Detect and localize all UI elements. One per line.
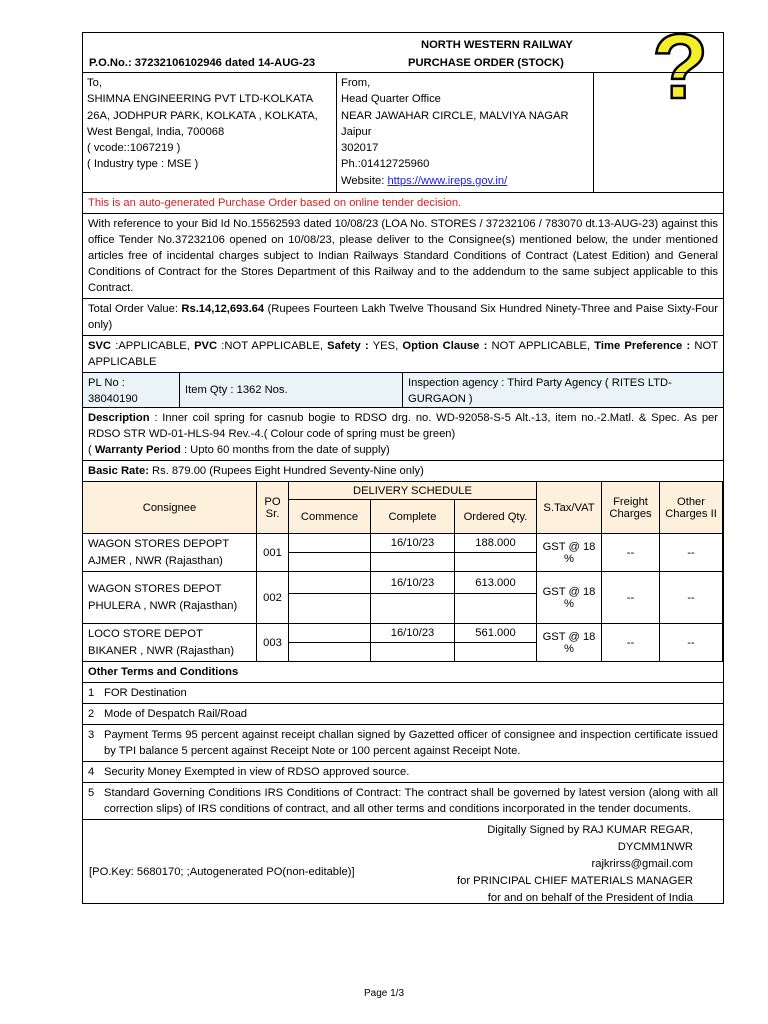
col-ordered: Ordered Qty. (455, 500, 537, 534)
to-line: SHIMNA ENGINEERING PVT LTD-KOLKATA (87, 93, 314, 106)
from-line: NEAR JAWAHAR CIRCLE, MALVIYA NAGAR (341, 109, 569, 122)
other-cell: -- (660, 572, 723, 624)
basic-rate-label: Basic Rate: (88, 465, 149, 477)
signature-block (83, 820, 723, 904)
term-number: 4 (88, 766, 95, 778)
term-text: FOR Destination (104, 687, 187, 699)
item-qty: Item Qty : 1362 Nos. (180, 373, 403, 407)
total-label: Total Order Value: (88, 303, 182, 315)
pl-number (83, 373, 180, 407)
total-words: (Rupees Fourteen Lakh Twelve Thousand Six Hundred Ninety-Three and Paise Sixty-Four only) (88, 303, 718, 331)
option-label: Option Clause : (402, 340, 488, 352)
term-item (83, 725, 723, 762)
safety-label: Safety : (327, 340, 369, 352)
pref-label: Time Preference : (594, 340, 691, 352)
po-type: PURCHASE ORDER (STOCK) (408, 57, 564, 69)
railway-name: NORTH WESTERN RAILWAY (421, 39, 573, 51)
empty-cell (371, 643, 455, 662)
commence-cell (289, 572, 371, 594)
delivery-schedule (83, 481, 723, 662)
table-row (83, 624, 723, 643)
term-number: 3 (88, 729, 95, 741)
signer-email: rajkrirss@gmail.com (591, 858, 693, 870)
term-text: Mode of Despatch Rail/Road (104, 708, 248, 720)
other-cell: -- (660, 534, 723, 572)
basic-rate-text: Rs. 879.00 (Rupees Eight Hundred Seventy-Nine only) (148, 465, 424, 477)
term-number: 2 (88, 708, 95, 720)
to-line: ( Industry type : MSE ) (87, 158, 199, 171)
term-item (83, 783, 723, 820)
website-label: Website: (341, 174, 388, 187)
sr-cell: 003 (257, 624, 289, 662)
description-label: Description (88, 412, 150, 424)
from-line: 302017 (341, 142, 379, 155)
header (83, 33, 723, 73)
commence-cell (289, 534, 371, 553)
signer-behalf: for and on behalf of the President of India (487, 892, 693, 904)
term-text: Standard Governing Conditions IRS Conditions of Contract: The contract shall be governed by latest version (along with all correction slips) of IRS conditions of contract, and all other terms and conditions incorporated in the tender documents. (104, 787, 718, 815)
freight-cell: -- (602, 624, 660, 662)
col-delivery-schedule: DELIVERY SCHEDULE (289, 482, 537, 500)
complete-cell: 16/10/23 (371, 624, 455, 643)
consignee-cell: WAGON STORES DEPOT PHULERA , NWR (Rajasthan) (83, 572, 257, 624)
empty-cell (455, 594, 537, 624)
pvc-value: :NOT APPLICABLE, (217, 340, 328, 352)
total-order-value (83, 299, 723, 336)
to-line: 26A, JODHPUR PARK, KOLKATA , KOLKATA, (87, 109, 318, 122)
term-number: 1 (88, 687, 95, 699)
signature-text (457, 822, 693, 907)
from-address (337, 73, 594, 192)
svg-text:?: ? (652, 20, 709, 110)
term-number: 5 (88, 787, 95, 799)
address-block (83, 73, 723, 193)
description-text: : Inner coil spring for casnub bogie to RDSO drg. no. WD-92058-S-5 Alt.-13, item no.-2.Matl. & Spec. As per RDSO STR WD-01-HLS-94 Rev.-4.( Colour code of spring must be green) (88, 412, 718, 440)
signed-by: Digitally Signed by RAJ KUMAR REGAR, (487, 824, 693, 836)
website-link[interactable]: https://www.ireps.gov.in/ (387, 174, 508, 187)
col-commence: Commence (289, 500, 371, 534)
website-line (341, 173, 589, 189)
to-line: West Bengal, India, 700068 (87, 125, 225, 138)
col-complete: Complete (371, 500, 455, 534)
svc-label: SVC (88, 340, 112, 352)
term-item (83, 762, 723, 783)
complete-cell: 16/10/23 (371, 572, 455, 594)
col-tax: S.Tax/VAT (537, 482, 602, 534)
qty-cell: 613.000 (455, 572, 537, 594)
empty-cell (455, 643, 537, 662)
empty-cell (371, 553, 455, 572)
total-amount: Rs.14,12,693.64 (181, 303, 265, 315)
pl-value: 38040190 (88, 393, 138, 405)
terms-title: Other Terms and Conditions (83, 662, 723, 683)
qty-cell: 561.000 (455, 624, 537, 643)
term-item (83, 704, 723, 725)
safety-value: YES, (368, 340, 403, 352)
term-text: Security Money Exempted in view of RDSO approved source. (104, 766, 410, 778)
complete-cell: 16/10/23 (371, 534, 455, 553)
auto-generated-note: This is an auto-generated Purchase Order based on online tender decision. (83, 193, 723, 214)
freight-cell: -- (602, 534, 660, 572)
to-address (83, 73, 337, 192)
warranty-open: ( (88, 444, 95, 456)
tax-cell: GST @ 18 % (537, 534, 602, 572)
to-line: ( vcode::1067219 ) (87, 142, 181, 155)
table-row (83, 572, 723, 594)
pl-label: PL No : (88, 377, 125, 389)
contract-flags (83, 336, 723, 373)
empty-cell (289, 594, 371, 624)
consignee-cell: LOCO STORE DEPOT BIKANER , NWR (Rajasthan) (83, 624, 257, 662)
pl-row (83, 373, 723, 408)
empty-cell (371, 594, 455, 624)
commence-cell (289, 624, 371, 643)
table-row (83, 534, 723, 553)
empty-cell (289, 553, 371, 572)
term-text: Payment Terms 95 percent against receipt challan signed by Gazetted officer of consignee and inspection certificate issued by TPI balance 5 percent against Receipt Note or 100 percent against Receipt Note. (104, 729, 718, 757)
sr-cell: 002 (257, 572, 289, 624)
signer-authority: for PRINCIPAL CHIEF MATERIALS MANAGER (456, 875, 693, 887)
from-line: Ph.:01412725960 (341, 158, 430, 171)
empty-cell (289, 643, 371, 662)
sr-cell: 001 (257, 534, 289, 572)
from-label: From, (341, 77, 371, 89)
warranty-label: Warranty Period (94, 444, 181, 456)
inspection-agency: Inspection agency : Third Party Agency ( RITES LTD-GURGAON ) (408, 377, 672, 405)
pref-value: NOT APPLICABLE (88, 340, 719, 368)
delivery-table (82, 481, 723, 662)
pvc-label: PVC (194, 340, 218, 352)
purchase-order (82, 32, 724, 904)
col-consignee: Consignee (83, 482, 257, 534)
from-line: Jaipur (341, 125, 372, 138)
other-cell: -- (660, 624, 723, 662)
tax-cell: GST @ 18 % (537, 572, 602, 624)
basic-rate (83, 461, 723, 482)
reference-text: With reference to your Bid Id No.15562593 dated 10/08/23 (LOA No. STORES / 37232106 / 783070 dt.13-AUG-23) against this office Tender No.37232106 opened on 10/08/23, please deliver to the Consignee(s) mentioned below, the under mentioned articles free of incidental charges subject to Indian Railways Standard Conditions of Contract (Latest Edition) and General Conditions of Contract for the Stores Department of this Railway and to the addendum to the same subject applicable to this Contract. (83, 214, 723, 299)
designation: DYCMM1NWR (617, 841, 693, 853)
col-freight: Freight Charges (602, 482, 660, 534)
page-number: Page 1/3 (363, 988, 405, 999)
col-other: Other Charges II (660, 482, 723, 534)
warranty-text: : Upto 60 months from the date of supply) (180, 444, 390, 456)
logo-area (594, 73, 723, 192)
empty-cell (455, 553, 537, 572)
qty-cell: 188.000 (455, 534, 537, 553)
to-label: To, (87, 77, 102, 89)
from-line: Head Quarter Office (341, 93, 441, 106)
freight-cell: -- (602, 572, 660, 624)
consignee-cell: WAGON STORES DEPOPT AJMER , NWR (Rajasthan) (83, 534, 257, 572)
option-value: NOT APPLICABLE, (487, 340, 595, 352)
tax-cell: GST @ 18 % (537, 624, 602, 662)
col-po-sr: PO Sr. (257, 482, 289, 534)
description (83, 408, 723, 461)
term-item (83, 683, 723, 704)
svc-value: :APPLICABLE, (111, 340, 195, 352)
po-number: P.O.No.: 37232106102946 dated 14-AUG-23 (89, 57, 316, 69)
po-key: [PO.Key: 5680170; ;Autogenerated PO(non-editable)] (89, 866, 355, 878)
